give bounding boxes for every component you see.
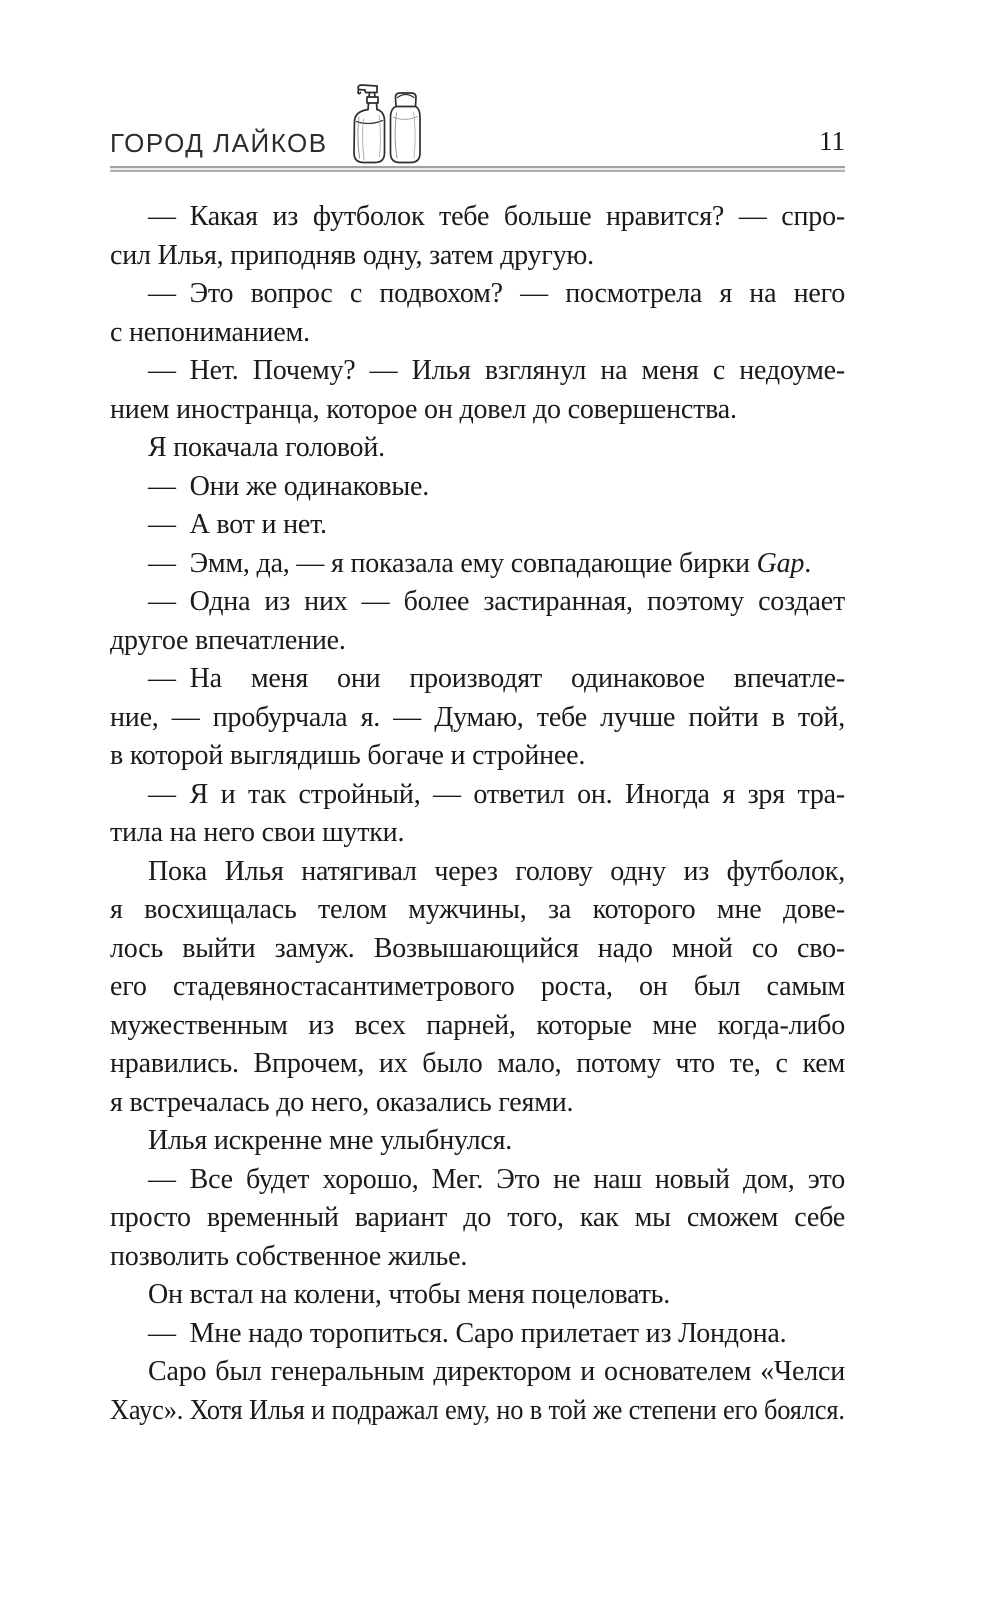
text-line: [110, 1045, 845, 1084]
paragraph: [110, 275, 845, 352]
text-segment: — Они же одинаковые.: [148, 470, 430, 502]
text-segment: Он встал на колени, чтобы меня поцеловать.: [148, 1279, 671, 1310]
text-line: [110, 1122, 845, 1161]
text-line: [110, 776, 845, 815]
text-segment: — На меня они производят одинаковое впечатле-: [148, 663, 845, 694]
text-segment: просто временный вариант до того, как мы сможем себе: [110, 1202, 845, 1233]
text-segment: — Нет. Почему? — Илья взглянул на меня с недоуме-: [148, 355, 845, 386]
text-segment: я встречалась до него, оказались геями.: [110, 1086, 574, 1118]
text-segment: — Эмм, да, — я показала ему совпадающие бирки: [148, 547, 757, 579]
text-segment: Илья искренне мне улыбнулся.: [148, 1125, 513, 1156]
text-segment: лось выйти замуж. Возвышающийся надо мной со сво-: [110, 932, 845, 964]
text-line: [110, 891, 845, 930]
running-title: ГОРОД ЛАЙКОВ: [110, 128, 328, 158]
text-line: [110, 699, 845, 738]
text-line: [110, 1007, 845, 1046]
text-line: [110, 1084, 845, 1123]
text-line: [110, 853, 845, 892]
paragraph: [110, 352, 845, 429]
text-segment: тила на него свои шутки.: [110, 817, 405, 848]
text-line: [110, 198, 845, 237]
text-line: [110, 622, 845, 661]
text-line: [110, 583, 845, 622]
text-segment: — Одна из них — более застиранная, поэтому создает: [148, 586, 845, 617]
text-line: [110, 506, 845, 545]
page-number: 11: [819, 126, 845, 156]
text-segment: Я покачала головой.: [148, 432, 385, 463]
text-segment: — Мне надо торопиться. Саро прилетает из Лондона.: [148, 1317, 787, 1349]
text-segment: — Все будет хорошо, Мег. Это не наш новый дом, это: [148, 1163, 845, 1195]
text-segment: нием иностранца, которое он довел до совершенства.: [110, 393, 737, 425]
text-segment: другое впечатление.: [110, 624, 346, 656]
paragraph: [110, 853, 845, 1123]
text-line: [110, 429, 845, 468]
text-segment: позволить собственное жилье.: [110, 1240, 468, 1272]
text-line: [110, 1161, 845, 1200]
text-line: [110, 1392, 845, 1431]
paragraph: [110, 583, 845, 660]
text-line: [110, 660, 845, 699]
text-line: [110, 814, 845, 853]
paragraph: [110, 429, 845, 468]
paragraph: [110, 776, 845, 853]
text-line: [110, 314, 845, 353]
paragraph: [110, 660, 845, 776]
text-segment: в которой выглядишь богаче и стройнее.: [110, 740, 586, 771]
text-line: [110, 275, 845, 314]
text-line: [110, 1199, 845, 1238]
text-line: [110, 1353, 845, 1392]
paragraph: [110, 506, 845, 545]
paragraph: [110, 1353, 845, 1430]
body-text: [110, 198, 845, 1430]
text-line: [110, 1276, 845, 1315]
text-line: [110, 391, 845, 430]
text-segment: Пока Илья натягивал через голову одну из футболок,: [148, 855, 845, 887]
text-line: [110, 1238, 845, 1277]
text-line: [110, 545, 845, 584]
text-segment: — Какая из футболок тебе больше нравится? — спро-: [148, 201, 845, 232]
text-segment: .: [804, 547, 812, 579]
italic-text: Gap: [756, 547, 805, 579]
text-segment: — Я и так стройный, — ответил он. Иногда я зря тра-: [148, 778, 845, 810]
paragraph: [110, 545, 845, 584]
text-segment: — Это вопрос с подвохом? — посмотрела я на него: [148, 278, 845, 309]
paragraph: [110, 198, 845, 275]
book-page: [110, 0, 845, 1430]
text-segment: Саро был генеральным директором и основателем «Челси: [148, 1356, 845, 1387]
text-segment: сил Илья, приподняв одну, затем другую.: [110, 239, 594, 271]
text-segment: нравились. Впрочем, их было мало, потому что те, с кем: [110, 1048, 845, 1079]
text-segment: я восхищалась телом мужчины, за которого мне дове-: [110, 894, 845, 925]
page-header: [110, 0, 845, 166]
header-rule: [110, 166, 845, 172]
paragraph: [110, 1315, 845, 1354]
text-line: [110, 352, 845, 391]
text-segment: ние, — пробурчала я. — Думаю, тебе лучше пойти в той,: [110, 701, 845, 733]
paragraph: [110, 468, 845, 507]
cosmetic-bottles-icon: [338, 79, 434, 167]
text-segment: с непониманием.: [110, 316, 310, 348]
text-segment: мужественным из всех парней, которые мне когда-либо: [110, 1009, 845, 1041]
text-segment: — А вот и нет.: [148, 509, 327, 540]
paragraph: [110, 1161, 845, 1277]
paragraph: [110, 1276, 845, 1315]
text-line: [110, 468, 845, 507]
text-segment: его стадевяностасантиметрового роста, он был самым: [110, 971, 845, 1002]
text-line: [110, 737, 845, 776]
text-line: [110, 237, 845, 276]
text-segment: Хаус». Хотя Илья и подражал ему, но в той же степени его боялся.: [110, 1394, 845, 1426]
text-line: [110, 1315, 845, 1354]
text-line: [110, 968, 845, 1007]
paragraph: [110, 1122, 845, 1161]
text-line: [110, 930, 845, 969]
